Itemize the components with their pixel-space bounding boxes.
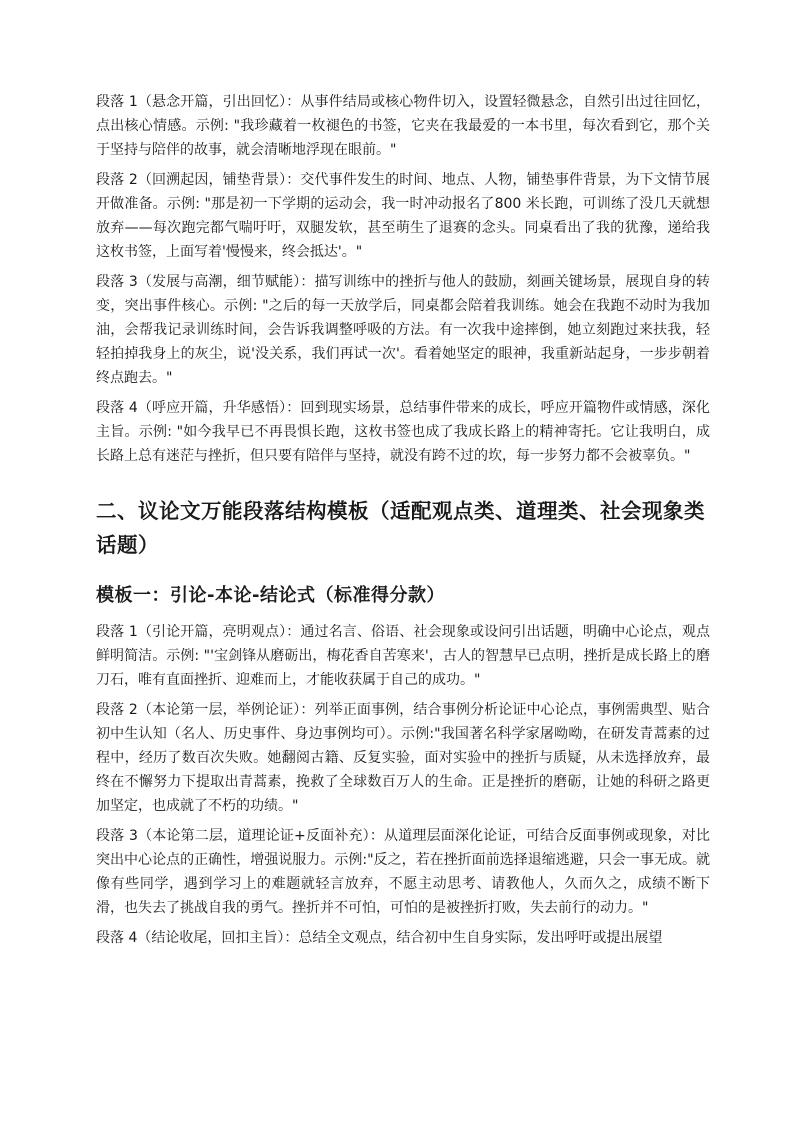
- argument-paragraph-1: 段落 1（引论开篇，亮明观点）：通过名言、俗语、社会现象或设问引出话题，明确中心论点，观点鲜明简洁。示例: "'宝剑锋从磨砺出，梅花香自苦寒来'，古人的智慧早已点明，挫折是成长路上的磨刀石，唯有直面挫折、迎难而上，才能收获属于自己的成功。": [96, 624, 710, 688]
- narrative-paragraph-1: 段落 1（悬念开篇，引出回忆）：从事件结局或核心物件切入，设置轻微悬念，自然引出过往回忆，点出核心情感。示例: "我珍藏着一枚褪色的书签，它夹在我最爱的一本书里，每次看到它，那个关于坚持与陪伴的故事，就会清晰地浮现在眼前。": [96, 94, 710, 158]
- argument-paragraph-2: 段落 2（本论第一层，举例论证）：列举正面事例，结合事例分析论证中心论点，事例需典型、贴合初中生认知（名人、历史事件、身边事例均可）。示例:"我国著名科学家屠呦呦，在研发青蒿素的过程中，经历了数百次失败。她翻阅古籍、反复实验，面对实验中的挫折与质疑，从未选择放弃，最终在不懈努力下提取出青蒿素，挽救了全球数百万人的生命。正是挫折的磨砺，让她的科研之路更加坚定，也成就了不朽的功绩。": [96, 702, 710, 814]
- argument-paragraph-4: 段落 4（结论收尾，回扣主旨）：总结全文观点，结合初中生自身实际，发出呼吁或提出展望: [96, 930, 663, 946]
- narrative-paragraph-4: 段落 4（呼应开篇，升华感悟）：回到现实场景，总结事件带来的成长，呼应开篇物件或情感，深化主旨。示例: "如今我早已不再畏惧长跑，这枚书签也成了我成长路上的精神寄托。它让我明白，成长路上总有迷茫与挫折，但只要有陪伴与坚持，就没有跨不过的坎，每一步努力都不会被辜负。": [96, 400, 710, 464]
- document-page: [96, 90, 710, 956]
- template-one-heading: 模板一：引论-本论-结论式（标准得分款）: [96, 585, 445, 606]
- argument-paragraph-3: 段落 3（本论第二层，道理论证+反面补充）：从道理层面深化论证，可结合反面事例或现象，对比突出中心论点的正确性，增强说服力。示例:"反之，若在挫折面前选择退缩逃避，只会一事无成。就像有些同学，遇到学习上的难题就轻言放弃，不愿主动思考、请教他人，久而久之，成绩不断下滑，也失去了挑战自我的勇气。挫折并不可怕，可怕的是被挫折打败，失去前行的动力。": [96, 828, 710, 916]
- section-heading-argument: 二、议论文万能段落结构模板（适配观点类、道理类、社会现象类话题）: [96, 499, 705, 557]
- narrative-paragraph-3: 段落 3（发展与高潮，细节赋能）：描写训练中的挫折与他人的鼓励，刻画关键场景，展现自身的转变，突出事件核心。示例: "之后的每一天放学后，同桌都会陪着我训练。她会在我跑不动时为我加油，会帮我记录训练时间，会告诉我调整呼吸的方法。有一次我中途摔倒，她立刻跑过来扶我，轻轻拍掉我身上的灰尘，说'没关系，我们再试一次'。看着她坚定的眼神，我重新站起身，一步步朝着终点跑去。": [96, 274, 710, 386]
- narrative-paragraph-2: 段落 2（回溯起因，铺垫背景）：交代事件发生的时间、地点、人物，铺垫事件背景，为下文情节展开做准备。示例: "那是初一下学期的运动会，我一时冲动报名了800 米长跑，可训练了没几天就想放弃——每次跑完都气喘吁吁，双腿发软，甚至萌生了退赛的念头。同桌看出了我的犹豫，递给我这枚书签，上面写着'慢慢来，终会抵达'。": [96, 172, 710, 260]
